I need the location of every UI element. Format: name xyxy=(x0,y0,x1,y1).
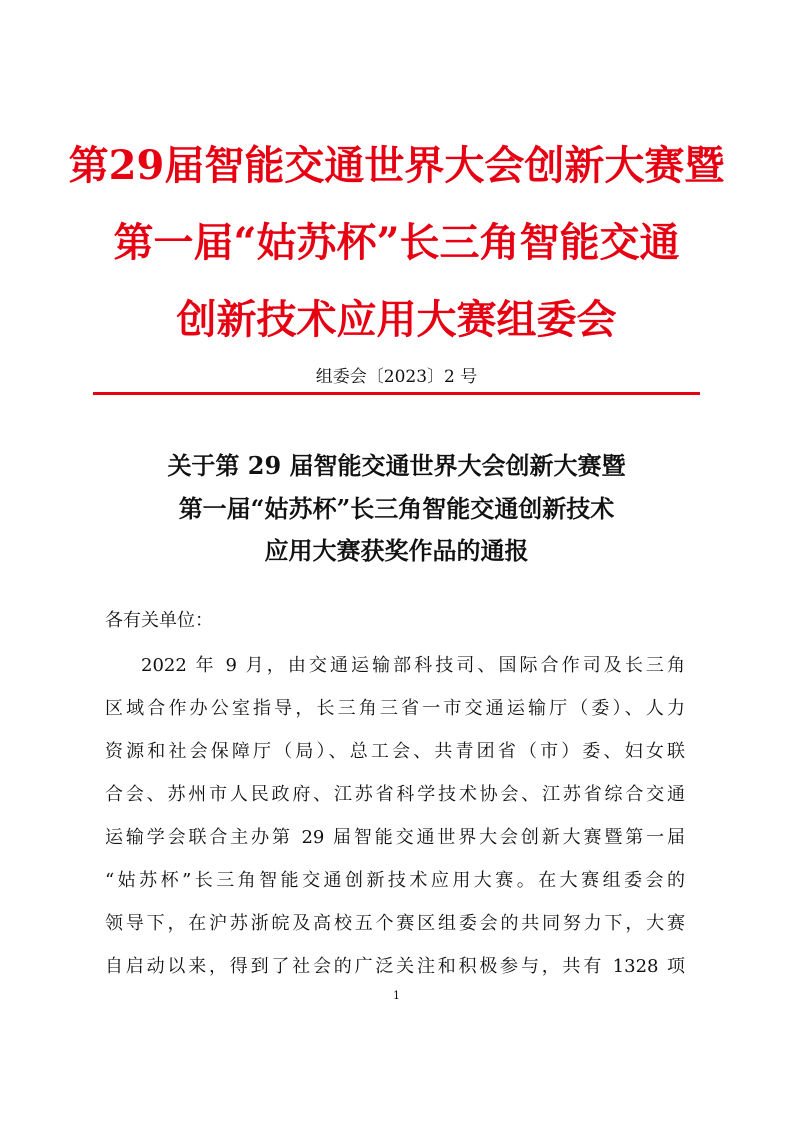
header-title-line-3: 创新技术应用大赛组委会 xyxy=(176,296,617,343)
salutation: 各有关单位： xyxy=(105,610,213,631)
body-line: 资源和社会保障厅（局）、总工会、共青团省（市）委、妇女联 xyxy=(105,741,685,762)
header-title-line-2: 第一届“姑苏杯”长三角智能交通 xyxy=(113,219,680,266)
body-line: 2022 年 9 月，由交通运输部科技司、国际合作司及长三角 xyxy=(141,655,685,676)
body-line: 运输学会联合主办第 29 届智能交通世界大会创新大赛暨第一届 xyxy=(105,827,685,848)
document-number: 组委会〔2023〕2 号 xyxy=(315,367,478,387)
body-line: 区域合作办公室指导，长三角三省一市交通运输厅（委）、人力 xyxy=(105,698,685,719)
notice-title-line-2: 第一届“姑苏杯”长三角智能交通创新技术 xyxy=(178,494,615,523)
red-divider xyxy=(93,392,700,395)
header-title-line-1: 第29届智能交通世界大会创新大赛暨 xyxy=(68,142,725,189)
notice-title-line-3: 应用大赛获奖作品的通报 xyxy=(264,536,529,565)
notice-title-line-1: 关于第 29 届智能交通世界大会创新大赛暨 xyxy=(167,451,626,480)
body-line: 领导下，在沪苏浙皖及高校五个赛区组委会的共同努力下，大赛 xyxy=(105,913,685,934)
body-line: 自启动以来，得到了社会的广泛关注和积极参与，共有 1328 项 xyxy=(105,956,685,977)
body-line: 合会、苏州市人民政府、江苏省科学技术协会、江苏省综合交通 xyxy=(105,784,685,805)
body-line: “姑苏杯”长三角智能交通创新技术应用大赛。在大赛组委会的 xyxy=(105,870,685,891)
page-number: 1 xyxy=(393,989,400,1002)
